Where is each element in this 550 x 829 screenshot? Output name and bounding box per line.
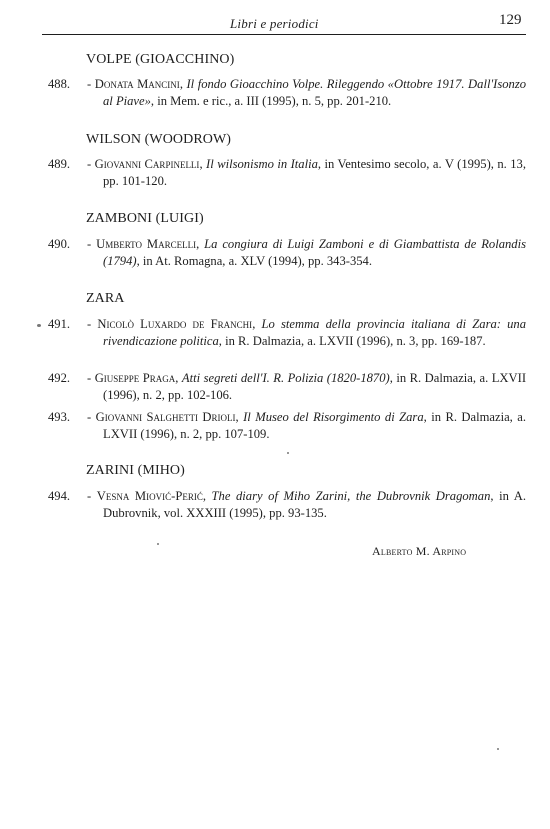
entry-details: , in R. Dalmazia, a. LXVII (1996), n. 2, pp. 107-109.	[103, 410, 527, 441]
entry-title: La congiura di Luigi Zamboni e di Giambattista de Rolandis (1794)	[103, 237, 526, 268]
entry-details: , in Ventesimo secolo, a. V (1995), n. 13, pp. 101-120.	[103, 157, 527, 188]
entry-separator: -	[87, 237, 97, 251]
entry-author: Vesna Miović-Perić	[96, 489, 203, 503]
running-title: Libri e periodici	[230, 16, 319, 31]
entry-details: , in R. Dalmazia, a. LXVII (1996), n. 2, pp. 102-106.	[103, 371, 527, 402]
header-rule	[42, 34, 526, 35]
page-number: 129	[499, 12, 522, 28]
entry-author: Umberto Marcelli	[96, 237, 197, 251]
scan-speck	[287, 452, 289, 454]
entry-title: Il wilsonismo in Italia	[206, 157, 318, 171]
entry-details: , in R. Dalmazia, a. LXVII (1996), n. 3, pp. 169-187.	[218, 334, 486, 348]
entry-number: 492.	[48, 371, 71, 385]
entry-comma: ,	[179, 77, 187, 91]
entry-number: 489.	[48, 157, 71, 171]
entry-title: Lo stemma della provincia italiana di Zara: una rivendicazione politica	[103, 317, 527, 348]
entry-author: Giovanni Carpinelli	[94, 157, 200, 171]
bibliography-entry-493	[48, 409, 526, 443]
section-heading-zarini: ZARINI (MIHO)	[86, 463, 185, 478]
bibliography-entry-494	[48, 488, 526, 522]
entry-separator: -	[87, 489, 97, 503]
entry-title: Atti segreti dell'I. R. Polizia (1820-1870)	[181, 371, 390, 385]
entry-number: 490.	[48, 237, 71, 251]
entry-title: The diary of Miho Zarini, the Dubrovnik Dragoman	[211, 489, 491, 503]
entry-title: Il Museo del Risorgimento di Zara	[243, 410, 424, 424]
bibliography-entry-490	[48, 236, 526, 270]
entry-separator: -	[87, 157, 95, 171]
entry-separator: -	[87, 77, 95, 91]
section-heading-volpe: VOLPE (GIOACCHINO)	[86, 52, 235, 67]
entry-separator: -	[87, 317, 98, 331]
bibliography-entry-488	[48, 76, 526, 110]
entry-details: , in At. Romagna, a. XLV (1994), pp. 343-354.	[136, 254, 372, 268]
entry-details: , in Mem. e ric., a. III (1995), n. 5, pp. 201-210.	[150, 94, 392, 108]
entry-comma: ,	[199, 157, 207, 171]
entry-number: 491.	[48, 317, 71, 331]
entry-comma: ,	[196, 237, 205, 251]
author-signature: Alberto M. Arpino	[372, 544, 467, 558]
entry-author: Giovanni Salghetti Drioli	[95, 410, 236, 424]
entry-comma: ,	[175, 371, 182, 385]
entry-number: 494.	[48, 489, 71, 503]
entry-number: 488.	[48, 77, 71, 91]
scan-speck	[497, 748, 499, 750]
scan-speck	[157, 543, 159, 545]
entry-comma: ,	[235, 410, 244, 424]
entry-author: Donata Mancini	[94, 77, 180, 91]
entry-comma: ,	[252, 317, 262, 331]
entry-comma: ,	[202, 489, 212, 503]
entry-number: 493.	[48, 410, 71, 424]
section-heading-zamboni: ZAMBONI (LUIGI)	[86, 211, 204, 226]
entry-author: Nicolò Luxardo de Franchi	[97, 317, 253, 331]
section-heading-zara: ZARA	[86, 291, 125, 306]
scan-speck	[37, 324, 41, 327]
entry-title: Il fondo Gioacchino Volpe. Rileggendo «Ottobre 1917. Dall'Isonzo al Piave»	[103, 77, 527, 108]
entry-author: Giuseppe Praga	[94, 371, 176, 385]
entry-separator: -	[87, 410, 96, 424]
bibliography-entry-492	[48, 370, 526, 404]
entry-details: , in A. Dubrovnik, vol. XXXIII (1995), pp. 93-135.	[103, 489, 527, 520]
section-heading-wilson: WILSON (WOODROW)	[86, 132, 232, 147]
bibliography-entry-491	[48, 316, 526, 350]
entry-separator: -	[87, 371, 95, 385]
bibliography-entry-489	[48, 156, 526, 190]
